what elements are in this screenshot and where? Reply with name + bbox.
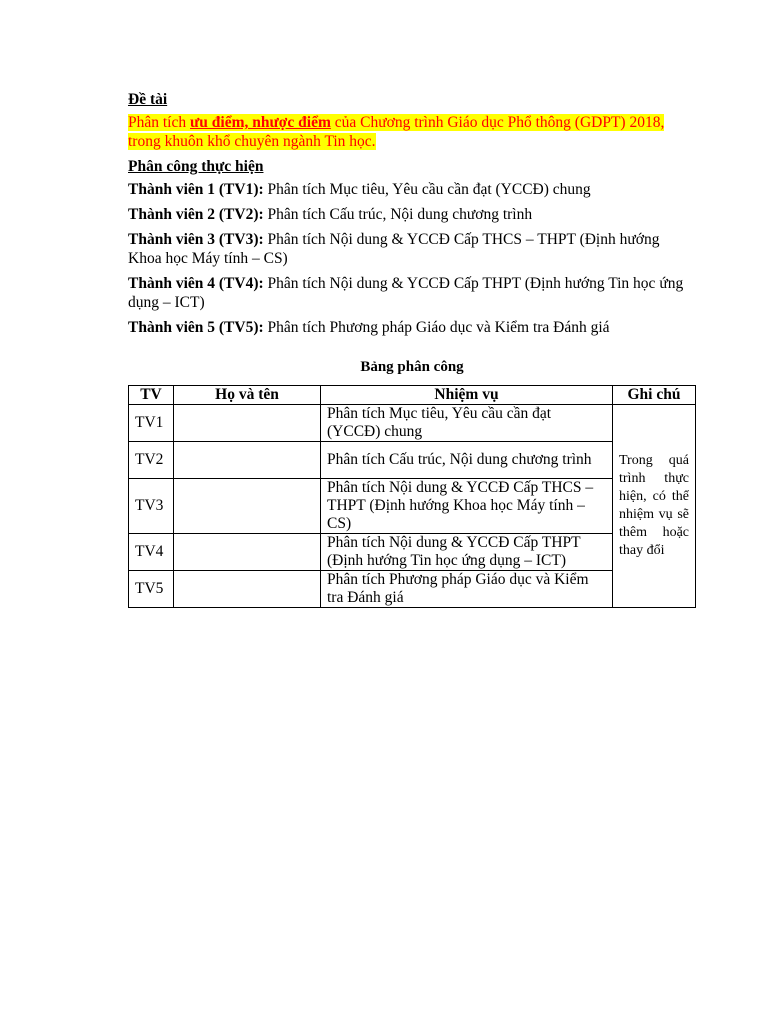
member-task: Phân tích Mục tiêu, Yêu cầu cần đạt (YCCĐ) chung xyxy=(263,181,591,198)
topic-suffix: của Chương trình Giáo dục Phổ thông (GDPT) 2018, trong khuôn khổ chuyên ngành Tin học. xyxy=(128,114,665,150)
cell-tv: TV2 xyxy=(129,442,174,479)
topic-highlight: ưu điểm, nhược điểm xyxy=(190,114,331,131)
header-tv: TV xyxy=(129,386,174,405)
cell-task: Phân tích Nội dung & YCCĐ Cấp THCS – THPT (Định hướng Khoa học Máy tính – CS) xyxy=(321,479,613,534)
cell-task: Phân tích Phương pháp Giáo dục và Kiểm tra Đánh giá xyxy=(321,571,613,608)
member-task: Phân tích Nội dung & YCCĐ Cấp THCS – THPT (Định hướng Khoa học Máy tính – CS) xyxy=(128,231,660,267)
cell-note: Trong quá trình thực hiện, có thể nhiệm vụ sẽ thêm hoặc thay đổi xyxy=(613,405,696,608)
cell-name xyxy=(174,479,321,534)
member-line xyxy=(128,180,696,199)
cell-tv: TV5 xyxy=(129,571,174,608)
member-task: Phân tích Nội dung & YCCĐ Cấp THPT (Định hướng Tin học ứng dụng – ICT) xyxy=(128,275,684,311)
table-header-row xyxy=(129,386,696,405)
member-task: Phân tích Phương pháp Giáo dục và Kiểm tra Đánh giá xyxy=(263,319,610,336)
member-line xyxy=(128,318,696,337)
cell-tv: TV3 xyxy=(129,479,174,534)
member-label: Thành viên 3 (TV3): xyxy=(128,231,264,248)
header-note: Ghi chú xyxy=(613,386,696,405)
member-label: Thành viên 2 (TV2): xyxy=(128,206,264,223)
cell-name xyxy=(174,405,321,442)
cell-task: Phân tích Nội dung & YCCĐ Cấp THPT (Định hướng Tin học ứng dụng – ICT) xyxy=(321,534,613,571)
document-body xyxy=(128,90,696,608)
table-row xyxy=(129,534,696,571)
table-caption: Bảng phân công xyxy=(360,359,464,375)
member-label: Thành viên 5 (TV5): xyxy=(128,319,264,336)
table-row xyxy=(129,442,696,479)
topic-prefix: Phân tích xyxy=(128,114,190,131)
header-name: Họ và tên xyxy=(174,386,321,405)
cell-name xyxy=(174,442,321,479)
member-label: Thành viên 1 (TV1): xyxy=(128,181,264,198)
cell-name xyxy=(174,571,321,608)
member-line xyxy=(128,205,696,224)
cell-name xyxy=(174,534,321,571)
member-line xyxy=(128,230,696,268)
header-task: Nhiệm vụ xyxy=(321,386,613,405)
member-task: Phân tích Cấu trúc, Nội dung chương trình xyxy=(263,206,533,223)
cell-tv: TV1 xyxy=(129,405,174,442)
topic-paragraph xyxy=(128,113,696,151)
member-label: Thành viên 4 (TV4): xyxy=(128,275,264,292)
table-row xyxy=(129,571,696,608)
cell-task: Phân tích Mục tiêu, Yêu cầu cần đạt (YCCĐ) chung xyxy=(321,405,613,442)
cell-task: Phân tích Cấu trúc, Nội dung chương trình xyxy=(321,442,613,479)
topic-text xyxy=(128,114,664,150)
table-row xyxy=(129,479,696,534)
cell-tv: TV4 xyxy=(129,534,174,571)
assignment-heading: Phân công thực hiện xyxy=(128,158,264,175)
member-line xyxy=(128,274,696,312)
assignment-table xyxy=(128,385,696,608)
table-row xyxy=(129,405,696,442)
topic-heading: Đề tài xyxy=(128,91,168,108)
